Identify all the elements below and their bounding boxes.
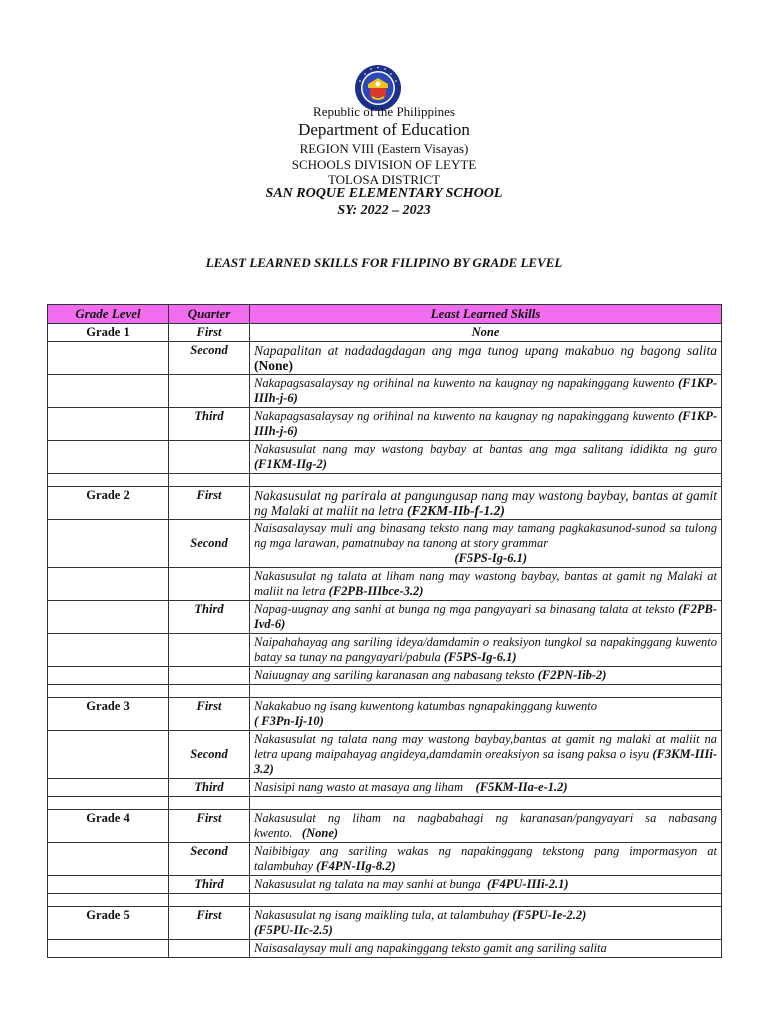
skill-text: Napag-uugnay ang sanhi at bunga ng mga pangyayari sa binasang talata at teksto bbox=[254, 602, 675, 616]
competency-code: (None) bbox=[254, 358, 293, 373]
table-row bbox=[48, 375, 722, 408]
skill-cell bbox=[250, 342, 722, 375]
grade-cell bbox=[48, 441, 169, 474]
competency-code: (F1KP-IIIh-j-6) bbox=[254, 376, 717, 405]
quarter-cell bbox=[169, 667, 250, 685]
skill-cell bbox=[250, 487, 722, 520]
republic-line: Republic of the Philippines bbox=[313, 104, 455, 119]
spacer-row bbox=[48, 474, 722, 487]
competency-code: (F2PN-Iib-2) bbox=[537, 668, 607, 682]
grade-cell bbox=[48, 375, 169, 408]
table-row bbox=[48, 731, 722, 779]
quarter-cell: Second bbox=[169, 731, 250, 779]
table-row bbox=[48, 520, 722, 568]
grade-cell bbox=[48, 342, 169, 375]
skill-cell: None bbox=[250, 324, 722, 342]
skill-cell bbox=[250, 940, 722, 958]
competency-code: (F1KM-IIg-2) bbox=[254, 457, 327, 471]
table-row bbox=[48, 487, 722, 520]
table-row bbox=[48, 876, 722, 894]
skill-cell bbox=[250, 876, 722, 894]
column-header-quarter: Quarter bbox=[169, 305, 250, 324]
competency-code: (F2KM-IIb-f-1.2) bbox=[407, 503, 505, 518]
skill-text: Nakasusulat ng talata at liham nang may wastong baybay, bantas at gamit ng Malaki at maliit na letra bbox=[254, 569, 717, 598]
region-line: REGION VIII (Eastern Visayas) bbox=[299, 141, 469, 156]
grade-cell bbox=[48, 520, 169, 568]
skill-text: Naisasalaysay muli ang binasang teksto nang may tamang pagkakasunod-sunod sa tulong ng mga larawan, pamatnubay na tanong at story grammar bbox=[254, 521, 717, 550]
skill-text: Naisasalaysay muli ang napakinggang teksto gamit ang sariling salita bbox=[254, 941, 607, 955]
skills-table bbox=[47, 304, 722, 958]
grade-cell bbox=[48, 408, 169, 441]
skill-cell bbox=[250, 568, 722, 601]
column-header-skills: Least Learned Skills bbox=[250, 305, 722, 324]
quarter-cell bbox=[169, 568, 250, 601]
spacer-row bbox=[48, 797, 722, 810]
table-row bbox=[48, 342, 722, 375]
skill-text: Nasisipi nang wasto at masaya ang liham bbox=[254, 780, 464, 794]
grade-cell bbox=[48, 843, 169, 876]
grade-cell: Grade 3 bbox=[48, 698, 169, 731]
competency-code: (F5PU-Ie-2.2) bbox=[512, 908, 587, 922]
grade-cell bbox=[48, 601, 169, 634]
district-line: TOLOSA DISTRICT bbox=[327, 172, 441, 187]
skill-cell bbox=[250, 779, 722, 797]
grade-cell bbox=[48, 779, 169, 797]
competency-code: (F4PN-IIg-8.2) bbox=[316, 859, 396, 873]
skill-text: Nakasusulat ng talata nang may wastong baybay,bantas at gamit ng malaki at maliit na letra upang maipahayag angideya,damdamin oreaksiyon sa isang paksa o isyu bbox=[254, 732, 717, 761]
competency-code: (F1KP-IIIh-j-6) bbox=[254, 409, 717, 438]
skill-text: Nakasusulat ng liham na nagbabahagi ng karanasan/pangyayari sa nabasang kwento. bbox=[254, 811, 717, 840]
quarter-cell: Second bbox=[169, 843, 250, 876]
quarter-cell: Third bbox=[169, 408, 250, 441]
competency-code: (F5PS-Ig-6.1) bbox=[443, 650, 517, 664]
skill-text: Nakasusulat ng talata na may sanhi at bunga bbox=[254, 877, 481, 891]
quarter-cell: First bbox=[169, 907, 250, 940]
table-row bbox=[48, 907, 722, 940]
competency-code: (F2PB-Ivd-6) bbox=[254, 602, 717, 631]
column-header-grade: Grade Level bbox=[48, 305, 169, 324]
skill-text: Nakapagsasalaysay ng orihinal na kuwento na kaugnay ng napakinggang kuwento bbox=[254, 376, 675, 390]
skill-cell bbox=[250, 441, 722, 474]
table-row bbox=[48, 408, 722, 441]
quarter-cell bbox=[169, 634, 250, 667]
table-row bbox=[48, 698, 722, 731]
grade-cell: Grade 2 bbox=[48, 487, 169, 520]
grade-cell bbox=[48, 568, 169, 601]
table-row bbox=[48, 441, 722, 474]
skill-text: Nakapagsasalaysay ng orihinal na kuwento na kaugnay ng napakinggang kuwento bbox=[254, 409, 675, 423]
skill-text: Naibibigay ang sariling wakas ng napakinggang tekstong pang impormasyon at talambuhay bbox=[254, 844, 717, 873]
skill-cell bbox=[250, 634, 722, 667]
quarter-cell: Third bbox=[169, 601, 250, 634]
table-header-row bbox=[48, 305, 722, 324]
school-name: SAN ROQUE ELEMENTARY SCHOOL bbox=[265, 186, 503, 201]
skill-text: Naipahahayag ang sariling ideya/damdamin o reaksiyon tungkol sa napakinggang kuwento batay sa tunay na pangyayari/pabula bbox=[254, 635, 717, 664]
competency-code: (F5KM-IIa-e-1.2) bbox=[475, 780, 568, 794]
quarter-cell bbox=[169, 441, 250, 474]
skill-text: Nakasusulat nang may wastong baybay at bantas ang mga salitang ididikta ng guro bbox=[254, 442, 717, 456]
skill-text: Nakasusulat ng parirala at pangungusap nang may wastong baybay, bantas at gamit ng Malaki at maliit na letra bbox=[254, 488, 717, 518]
quarter-cell: Second bbox=[169, 342, 250, 375]
quarter-cell bbox=[169, 940, 250, 958]
table-row bbox=[48, 634, 722, 667]
grade-cell bbox=[48, 876, 169, 894]
table-row bbox=[48, 324, 722, 342]
document-title: LEAST LEARNED SKILLS FOR FILIPINO BY GRADE LEVEL bbox=[205, 255, 563, 270]
skill-text: Nakakabuo ng isang kuwentong katumbas ngnapakinggang kuwento bbox=[254, 699, 598, 713]
grade-cell bbox=[48, 634, 169, 667]
competency-code: (F5PS-Ig-6.1) bbox=[454, 551, 527, 565]
grade-cell bbox=[48, 940, 169, 958]
grade-cell: Grade 1 bbox=[48, 324, 169, 342]
table-row bbox=[48, 779, 722, 797]
competency-code: (F2PB-IIIbce-3.2) bbox=[328, 584, 424, 598]
quarter-cell: First bbox=[169, 810, 250, 843]
quarter-cell: First bbox=[169, 698, 250, 731]
skill-cell bbox=[250, 843, 722, 876]
department-line: Department of Education bbox=[298, 120, 470, 139]
division-line: SCHOOLS DIVISION OF LEYTE bbox=[291, 157, 477, 172]
skill-cell bbox=[250, 907, 722, 940]
quarter-cell bbox=[169, 375, 250, 408]
skill-cell bbox=[250, 810, 722, 843]
competency-code: (F5PU-IIc-2.5) bbox=[254, 923, 333, 937]
table-row bbox=[48, 601, 722, 634]
table-row bbox=[48, 810, 722, 843]
table-row bbox=[48, 667, 722, 685]
table-row bbox=[48, 843, 722, 876]
skill-cell bbox=[250, 375, 722, 408]
quarter-cell: Third bbox=[169, 876, 250, 894]
quarter-cell: First bbox=[169, 487, 250, 520]
quarter-cell: Third bbox=[169, 779, 250, 797]
skill-text: Nakasusulat ng isang maikling tula, at talambuhay bbox=[254, 908, 510, 922]
table-row bbox=[48, 568, 722, 601]
skill-text: Napapalitan at nadadagdagan ang mga tunog upang makabuo ng bagong salita bbox=[254, 343, 717, 358]
skill-cell bbox=[250, 408, 722, 441]
table-row bbox=[48, 940, 722, 958]
competency-code: ( F3Pn-Ij-10) bbox=[254, 714, 324, 728]
competency-code: (F4PU-IIIi-2.1) bbox=[487, 877, 569, 891]
skill-cell bbox=[250, 601, 722, 634]
skill-cell bbox=[250, 698, 722, 731]
spacer-row bbox=[48, 685, 722, 698]
grade-cell: Grade 4 bbox=[48, 810, 169, 843]
spacer-row bbox=[48, 894, 722, 907]
quarter-cell: Second bbox=[169, 520, 250, 568]
quarter-cell: First bbox=[169, 324, 250, 342]
school-year: SY: 2022 – 2023 bbox=[337, 203, 431, 218]
grade-cell bbox=[48, 731, 169, 779]
competency-code: (F3KM-IIIi-3.2) bbox=[254, 747, 718, 776]
skill-cell bbox=[250, 667, 722, 685]
competency-code: (None) bbox=[301, 826, 339, 840]
grade-cell bbox=[48, 667, 169, 685]
skill-cell bbox=[250, 731, 722, 779]
skill-text: Naiuugnay ang sariling karanasan ang nabasang teksto bbox=[254, 668, 535, 682]
skill-cell bbox=[250, 520, 722, 568]
grade-cell: Grade 5 bbox=[48, 907, 169, 940]
